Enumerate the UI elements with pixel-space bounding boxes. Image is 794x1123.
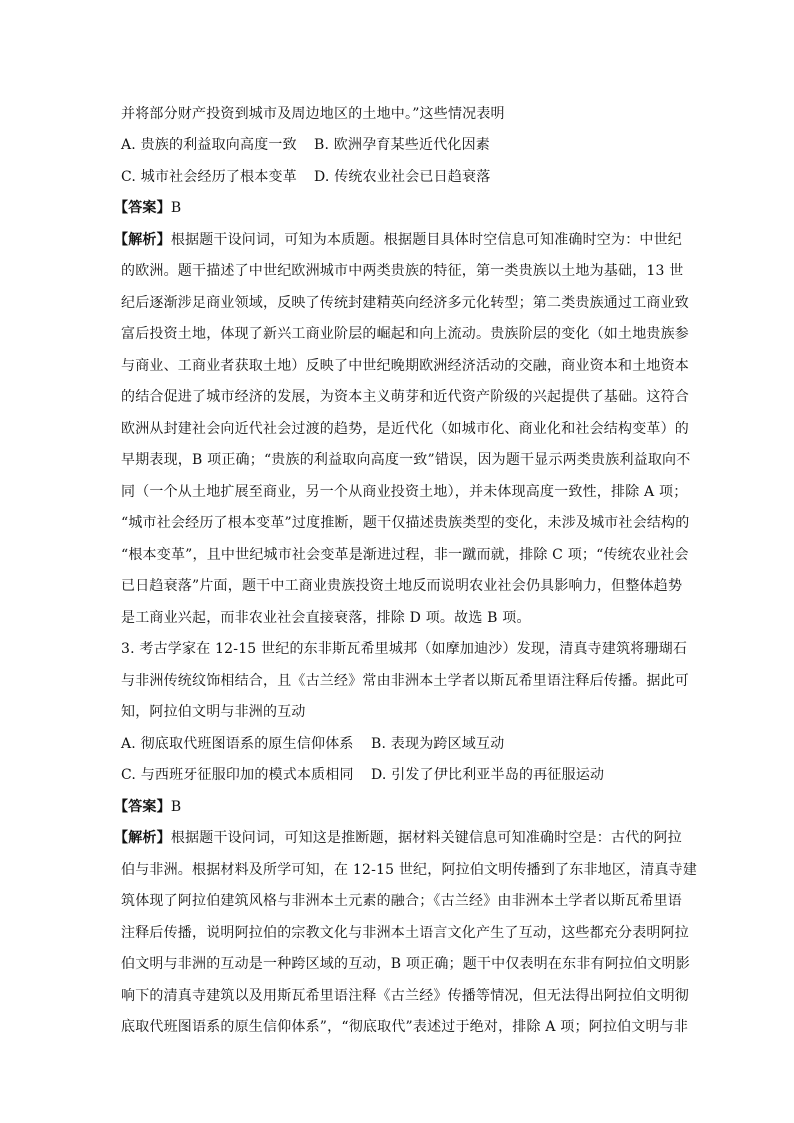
- option-c: C. 城市社会经历了根本变革: [121, 169, 297, 185]
- option-b: B. 欧洲孕育某些近代化因素: [314, 137, 490, 153]
- question-3-stem: 3. 考古学家在 12-15 世纪的东非斯瓦希里城邦（如摩加迪沙）发现，清真寺建筑将珊瑚石: [121, 641, 688, 657]
- analysis-line: 富后投资土地，体现了新兴工商业阶层的崛起和向上流动。贵族阶层的变化（如土地贵族参: [121, 326, 689, 342]
- answer-line: [114, 198, 181, 218]
- analysis-line: 伯文明与非洲的互动是一种跨区域的互动，B 项正确；题干中仅表明在东非有阿拉伯文明影: [121, 956, 690, 972]
- analysis-line: 的欧洲。题干描述了中世纪欧洲城市中两类贵族的特征，第一类贵族以土地为基础，13 世: [121, 263, 684, 279]
- analysis-line: 底取代班图语系的原生信仰体系”，“彻底取代”表述过于绝对，排除 A 项；阿拉伯文明与非: [121, 1019, 689, 1035]
- analysis-line: 是工商业兴起，而非农业社会直接衰落，排除 D 项。故选 B 项。: [121, 610, 531, 626]
- analysis-line: 的结合促进了城市经济的发展，为资本主义萌芽和近代资产阶级的兴起提供了基础。这符合: [121, 389, 689, 405]
- analysis-line: 同（一个从土地扩展至商业，另一个从商业投资土地），并未体现高度一致性，排除 A 项；: [121, 484, 688, 500]
- analysis-line: [114, 230, 683, 250]
- option-c: C. 与西班牙征服印加的模式本质相同: [121, 767, 354, 783]
- analysis-line: 纪后逐渐涉足商业领域，反映了传统封建精英向经济多元化转型；第二类贵族通过工商业致: [121, 295, 689, 311]
- question-stem-end: 并将部分财产投资到城市及周边地区的土地中。”这些情况表明: [121, 106, 505, 122]
- answer-value: B: [170, 799, 182, 815]
- analysis-line: 筑体现了阿拉伯建筑风格与非洲本土元素的融合；《古兰经》由非洲本土学者以斯瓦希里语: [121, 893, 682, 909]
- answer-label: 【答案】: [114, 200, 171, 216]
- answer-line: [114, 797, 181, 817]
- analysis-line: 伯与非洲。根据材料及所学可知，在 12-15 世纪，阿拉伯文明传播到了东非地区，清真寺建: [121, 862, 698, 878]
- analysis-line: 欧洲从封建社会向近代社会过渡的趋势，是近代化（如城市化、商业化和社会结构变革）的: [121, 421, 689, 437]
- analysis-label: 【解析】: [114, 830, 171, 846]
- analysis-line: 已日趋衰落”片面，题干中工商业贵族投资土地反而说明农业社会仍具影响力，但整体趋势: [121, 578, 683, 594]
- analysis-line: 早期表现，B 项正确；“贵族的利益取向高度一致”错误，因为题干显示两类贵族利益取向不: [121, 452, 691, 468]
- option-a: A. 彻底取代班图语系的原生信仰体系: [121, 736, 354, 752]
- analysis-line: 与商业、工商业者获取土地）反映了中世纪晚期欧洲经济活动的交融，商业资本和土地资本: [121, 358, 689, 374]
- question-3-stem: 知，阿拉伯文明与非洲的互动: [121, 704, 306, 720]
- option-a: A. 贵族的利益取向高度一致: [121, 137, 297, 153]
- analysis-line: “城市社会经历了根本变革”过度推断，题干仅描述贵族类型的变化，未涉及城市社会结构的: [121, 515, 690, 531]
- option-b: B. 表现为跨区域互动: [371, 736, 505, 752]
- analysis-line: [114, 828, 683, 848]
- option-d: D. 引发了伊比利亚半岛的再征服运动: [371, 767, 605, 783]
- analysis-line: “根本变革”，且中世纪城市社会变革是渐进过程，非一蹴而就，排除 C 项；“传统农业社会: [121, 547, 689, 563]
- analysis-text: 根据题干设问词，可知这是推断题，据材料关键信息可知准确时空是：古代的阿拉: [170, 830, 683, 846]
- answer-label: 【答案】: [114, 799, 171, 815]
- analysis-line: 响下的清真寺建筑以及用斯瓦希里语注释《古兰经》传播等情况，但无法得出阿拉伯文明彻: [121, 988, 689, 1004]
- analysis-label: 【解析】: [114, 232, 171, 248]
- analysis-text: 根据题干设问词，可知为本质题。根据题目具体时空信息可知准确时空为：中世纪: [170, 232, 683, 248]
- answer-value: B: [170, 200, 182, 216]
- option-d: D. 传统农业社会已日趋衰落: [314, 169, 491, 185]
- question-3-stem: 与非洲传统纹饰相结合，且《古兰经》常由非洲本土学者以斯瓦希里语注释后传播。据此可: [121, 673, 689, 689]
- analysis-line: 注释后传播，说明阿拉伯的宗教文化与非洲本土语言文化产生了互动，这些都充分表明阿拉: [121, 925, 689, 941]
